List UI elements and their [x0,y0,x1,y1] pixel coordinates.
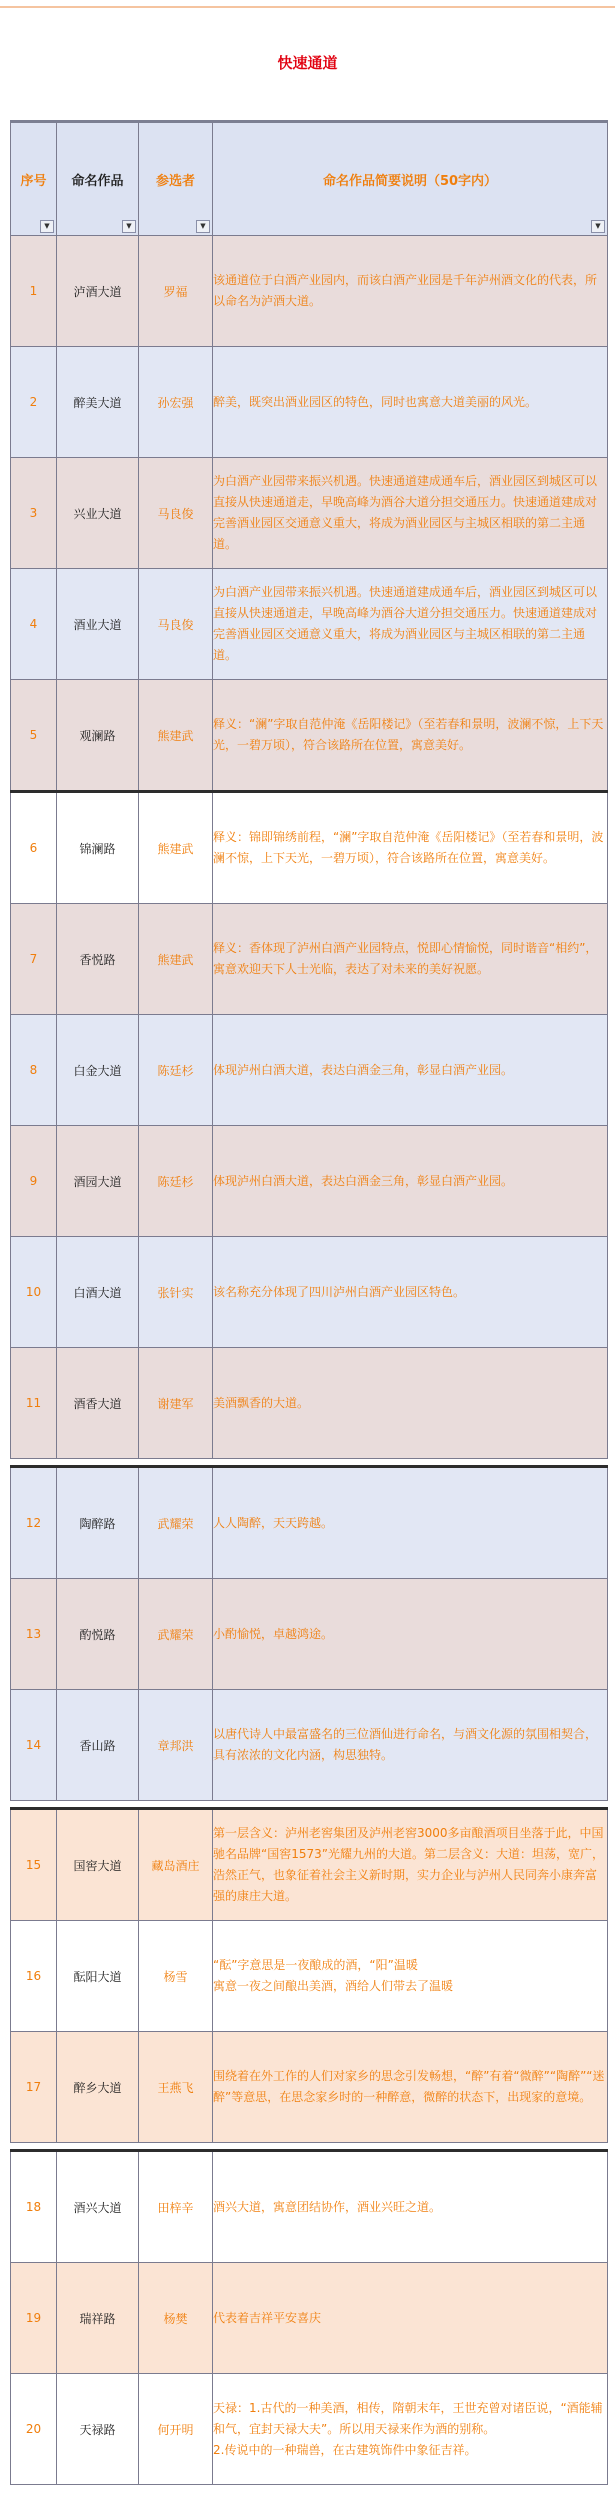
row-description: 美酒飘香的大道。 [213,1395,310,1410]
row-nominee-cell [139,1690,213,1801]
row-number: 11 [25,1396,42,1410]
row-description: 释义：“澜”字取自范仲淹《岳阳楼记》（至若春和景明，波澜不惊，上下天光，一碧万顷），符合该路所在位置，寓意美好。 [213,717,604,752]
row-number-cell [11,1921,57,2032]
row-nominee-cell [139,2374,213,2485]
row-gap-cell [11,2143,608,2151]
row-description: 以唐代诗人中最富盛名的三位酒仙进行命名，与酒文化源的氛围相契合，具有浓浓的文化内涵，构思独特。 [213,1727,598,1762]
header-seq-label: 序号 [20,173,47,189]
row-number: 15 [25,1858,42,1872]
row-description: 第一层含义：泸州老窖集团及泸州老窖3000多亩酿酒项目坐落于此，中国驰名品牌“国窖1573”光耀九州的大道。第二层含义：大道：坦荡，宽广，浩然正气，也象征着社会主义新时期，实力企业与泸州人民同奔小康奔富强的康庄大道。 [213,1826,604,1903]
row-name-cell [57,1690,139,1801]
row-nominee-cell [139,1921,213,2032]
row-nominee-cell [139,680,213,792]
row-name: 香悦路 [79,952,116,967]
row-nominee-cell [139,2032,213,2143]
row-nominee-cell [139,569,213,680]
table-row [11,904,608,1015]
row-description-cell [213,1921,608,2032]
row-description: 体现泸州白酒大道，表达白酒金三角，彰显白酒产业园。 [213,1062,514,1077]
filter-dropdown-icon[interactable]: ▼ [122,220,136,233]
row-number-cell [11,1348,57,1459]
row-name: 瑞祥路 [79,2311,116,2326]
row-nominee: 武耀荣 [157,1516,194,1531]
row-name-cell [57,2151,139,2263]
row-name-cell [57,1921,139,2032]
row-name-cell [57,1237,139,1348]
table-row [11,347,608,458]
row-number: 1 [29,284,38,298]
row-description-cell [213,347,608,458]
row-number-cell [11,2374,57,2485]
row-description-cell [213,1348,608,1459]
table-row [11,1809,608,1921]
row-number-cell [11,1690,57,1801]
row-number-cell [11,2032,57,2143]
row-nominee-cell [139,458,213,569]
row-number: 18 [25,2200,42,2214]
row-description-cell [213,1579,608,1690]
row-nominee-cell [139,1237,213,1348]
row-description-cell [213,1690,608,1801]
row-description-cell [213,1809,608,1921]
row-nominee-cell [139,2151,213,2263]
table-row [11,2151,608,2263]
row-description-cell [213,1237,608,1348]
row-description-cell [213,1126,608,1237]
row-name-cell [57,2263,139,2374]
row-description: 醉美，既突出酒业园区的特色，同时也寓意大道美丽的风光。 [213,394,538,409]
row-name-cell [57,2032,139,2143]
row-name: 泸酒大道 [73,284,122,299]
row-number-cell [11,2263,57,2374]
row-description: 为白酒产业园带来振兴机遇。快速通道建成通车后，酒业园区到城区可以直接从快速通道走，早晚高峰为酒谷大道分担交通压力。快速通道建成对完善酒业园区交通意义重大，将成为酒业园区与主城区相联的第二主通道。 [213,474,598,551]
table-row [11,1579,608,1690]
header-desc-label: 命名作品简要说明（50字内） [322,173,498,189]
row-number: 20 [25,2422,42,2436]
row-number: 4 [29,617,38,631]
row-number-cell [11,347,57,458]
table-row [11,1467,608,1579]
row-number: 5 [29,728,38,742]
row-number: 6 [29,841,38,855]
row-nominee: 熊建武 [157,728,194,743]
row-nominee: 熊建武 [157,841,194,856]
page-title: 快速通道 [277,54,338,72]
row-name-cell [57,458,139,569]
row-description-cell [213,680,608,792]
row-description: 小酌愉悦，卓越鸿途。 [213,1626,334,1641]
naming-table [10,120,608,2485]
row-name: 醉美大道 [73,395,122,410]
row-number: 9 [29,1174,38,1188]
row-gap-cell [11,1459,608,1467]
row-nominee-cell [139,1126,213,1237]
row-number: 14 [25,1738,42,1752]
table-row [11,458,608,569]
row-description-cell [213,458,608,569]
row-name-cell [57,1126,139,1237]
row-number: 16 [25,1969,42,1983]
row-nominee: 章邦洪 [157,1738,194,1753]
row-number-cell [11,2151,57,2263]
row-name-cell [57,1015,139,1126]
row-number-cell [11,1809,57,1921]
row-nominee: 何开明 [157,2422,194,2437]
row-name-cell [57,236,139,347]
table-row [11,1690,608,1801]
row-nominee: 田梓辛 [157,2200,194,2215]
table-row [11,680,608,792]
row-number-cell [11,1126,57,1237]
row-nominee: 陈廷杉 [157,1063,194,1078]
row-nominee: 武耀荣 [157,1627,194,1642]
table-row [11,792,608,904]
row-nominee-cell [139,1015,213,1126]
row-description: 酒兴大道，寓意团结协作，酒业兴旺之道。 [213,2199,442,2214]
row-name: 酝阳大道 [73,1969,122,1984]
table-row [11,236,608,347]
row-description-cell [213,569,608,680]
row-number-cell [11,1467,57,1579]
row-description-cell [213,904,608,1015]
row-name: 酌悦路 [79,1627,116,1642]
header-nominee-label: 参选者 [155,173,195,189]
row-number: 19 [25,2311,42,2325]
row-number: 12 [25,1516,42,1530]
row-number-cell [11,904,57,1015]
header-desc [213,122,608,236]
row-description-cell [213,2032,608,2143]
row-number-cell [11,236,57,347]
row-nominee-cell [139,904,213,1015]
row-nominee-cell [139,792,213,904]
row-description: 代表着吉祥平安喜庆 [213,2310,322,2325]
row-nominee: 罗福 [163,284,188,299]
filter-dropdown-icon[interactable]: ▼ [40,220,54,233]
table-row [11,1015,608,1126]
row-name: 国窖大道 [73,1858,122,1873]
row-name-cell [57,1579,139,1690]
row-name: 锦澜路 [79,841,116,856]
row-description: 释义：香体现了泸州白酒产业园特点，悦即心情愉悦，同时谐音“相约”，寓意欢迎天下人士光临，表达了对未来的美好祝愿。 [213,941,598,976]
row-name: 酒兴大道 [73,2200,122,2215]
row-gap [11,1801,608,1809]
row-description-cell [213,1467,608,1579]
row-nominee-cell [139,1579,213,1690]
row-gap [11,1459,608,1467]
row-name: 醉乡大道 [73,2080,122,2095]
row-number-cell [11,569,57,680]
row-nominee-cell [139,1348,213,1459]
row-name: 香山路 [79,1738,116,1753]
row-name: 兴业大道 [73,506,122,521]
row-name: 天禄路 [79,2422,116,2437]
row-number-cell [11,792,57,904]
row-nominee-cell [139,236,213,347]
table-row [11,2032,608,2143]
row-gap [11,2143,608,2151]
row-description: 为白酒产业园带来振兴机遇。快速通道建成通车后，酒业园区到城区可以直接从快速通道走，早晚高峰为酒谷大道分担交通压力。快速通道建成对完善酒业园区交通意义重大，将成为酒业园区与主城区相联的第二主通道。 [213,585,598,662]
row-name-cell [57,2374,139,2485]
row-number: 17 [25,2080,42,2094]
row-name: 酒园大道 [73,1174,122,1189]
row-description-cell [213,792,608,904]
row-description-cell [213,2263,608,2374]
table-row [11,1237,608,1348]
row-description: 体现泸州白酒大道，表达白酒金三角，彰显白酒产业园。 [213,1173,514,1188]
row-name-cell [57,904,139,1015]
row-number: 3 [29,506,38,520]
row-description: “酝”字意思是一夜酿成的酒，“阳”温暖 寓意一夜之间酿出美酒，酒给人们带去了温暖 [213,1958,454,1993]
row-nominee-cell [139,2263,213,2374]
row-gap-cell [11,1801,608,1809]
row-nominee: 杨樊 [163,2311,188,2326]
row-number: 8 [29,1063,38,1077]
row-number-cell [11,458,57,569]
row-name-cell [57,1809,139,1921]
row-nominee: 藏岛酒庄 [151,1858,200,1873]
row-description-cell [213,236,608,347]
row-number-cell [11,1579,57,1690]
row-name-cell [57,680,139,792]
table-row [11,1126,608,1237]
header-seq [11,122,57,236]
row-nominee: 王燕飞 [157,2080,194,2095]
table-row [11,2374,608,2485]
row-nominee: 张针实 [157,1285,194,1300]
row-name: 酒业大道 [73,617,122,632]
row-number-cell [11,1237,57,1348]
row-number: 10 [25,1285,42,1299]
row-description: 人人陶醉，天天跨越。 [213,1515,334,1530]
row-name-cell [57,792,139,904]
row-name-cell [57,347,139,458]
header-nominee [139,122,213,236]
table-row [11,1348,608,1459]
row-description-cell [213,2374,608,2485]
row-name-cell [57,1348,139,1459]
row-description: 该通道位于白酒产业园内，而该白酒产业园是千年泸州酒文化的代表，所以命名为泸酒大道。 [213,273,598,308]
filter-dropdown-icon[interactable]: ▼ [196,220,210,233]
row-name: 酒香大道 [73,1396,122,1411]
filter-dropdown-icon[interactable]: ▼ [591,220,605,233]
header-name-label: 命名作品 [71,173,124,189]
row-nominee: 陈廷杉 [157,1174,194,1189]
top-divider [0,6,615,8]
row-name: 白金大道 [73,1063,122,1078]
row-nominee: 马良俊 [157,617,194,632]
row-name-cell [57,1467,139,1579]
row-nominee-cell [139,347,213,458]
row-number: 13 [25,1627,42,1641]
row-nominee: 熊建武 [157,952,194,967]
row-description-cell [213,1015,608,1126]
row-number-cell [11,680,57,792]
row-nominee-cell [139,1467,213,1579]
row-name: 白酒大道 [73,1285,122,1300]
row-name: 观澜路 [79,728,116,743]
row-nominee: 孙宏强 [157,395,194,410]
header-row [11,122,608,236]
row-name-cell [57,569,139,680]
row-name: 陶醉路 [79,1516,116,1531]
row-number: 7 [29,952,38,966]
row-description: 释义：锦即锦绣前程，“澜”字取自范仲淹《岳阳楼记》（至若春和景明，波澜不惊，上下天光，一碧万顷），符合该路所在位置，寓意美好。 [213,830,604,865]
row-description: 天禄：1.古代的一种美酒，相传，隋朝末年，王世充曾对诸臣说，“酒能辅和气，宜封天禄大夫”。所以用天禄来作为酒的别称。 2.传说中的一种瑞兽，在古建筑饰件中象征吉祥。 [213,2400,603,2457]
row-nominee: 杨雪 [163,1969,188,1984]
row-nominee: 谢建军 [157,1396,194,1411]
row-description: 该名称充分体现了四川泸州白酒产业园区特色。 [213,1284,466,1299]
table-row [11,2263,608,2374]
row-number-cell [11,1015,57,1126]
table-row [11,1921,608,2032]
table-row [11,569,608,680]
header-name [57,122,139,236]
row-description: 围绕着在外工作的人们对家乡的思念引发畅想，“醉”有着“微醉”“陶醉”“迷醉”等意思，在思念家乡时的一种醉意，微醉的状态下，出现家的意境。 [213,2069,605,2104]
row-nominee-cell [139,1809,213,1921]
row-nominee: 马良俊 [157,506,194,521]
row-description-cell [213,2151,608,2263]
row-number: 2 [29,395,38,409]
